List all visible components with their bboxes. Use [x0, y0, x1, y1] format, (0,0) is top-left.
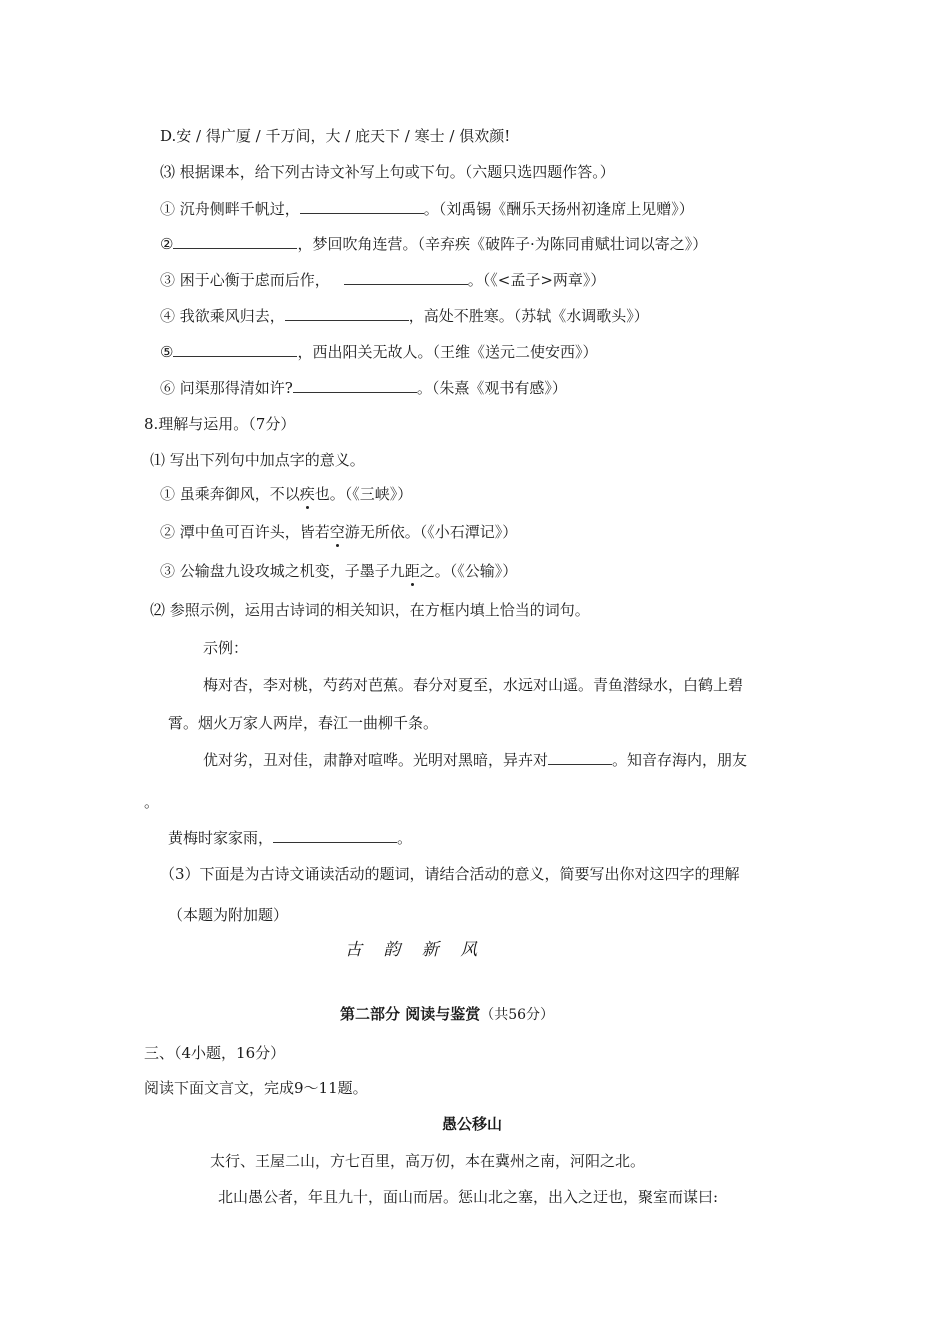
answer-blank-3[interactable]: [344, 270, 468, 285]
answer-blank-4[interactable]: [285, 306, 409, 321]
answer-blank-1[interactable]: [300, 199, 424, 214]
word-item-1-suffix: 也。（《三峡》）: [314, 485, 413, 503]
fill-blank-2[interactable]: [273, 828, 397, 843]
motto: 古 韵 新 风: [345, 940, 486, 960]
option-d: D.安 / 得广厦 / 千万间，大 / 庇天下 / 寒士 / 俱欢颜!: [160, 127, 511, 145]
word-item-1-prefix: ① 虽乘奔御风，不以: [160, 485, 300, 503]
fill-line-1-suffix: 。知音存海内，朋友: [612, 751, 748, 769]
poem-line-5: [160, 342, 597, 362]
part-two-heading: [340, 1004, 554, 1025]
part-two-title: 第二部分 阅读与鉴赏: [340, 1005, 481, 1023]
poem-line-5-prefix: ⑤: [160, 343, 174, 361]
question-8-3: （3）下面是为古诗文诵读活动的题词，请结合活动的意义，简要写出你对这四字的理解: [160, 865, 740, 883]
fill-line-2: 。: [144, 793, 160, 811]
word-item-2: [160, 522, 517, 542]
fill-line-1: [203, 750, 747, 770]
poem-line-1: [160, 199, 694, 219]
poem-line-1-prefix: ① 沉舟侧畔千帆过，: [160, 200, 300, 218]
question-8-1: ⑴ 写出下列句中加点字的意义。: [150, 451, 365, 469]
question-8-2: ⑵ 参照示例，运用古诗词的相关知识，在方框内填上恰当的词句。: [150, 601, 590, 619]
poem-line-4: [160, 306, 649, 326]
answer-blank-6[interactable]: [293, 378, 417, 393]
example-line-1: 梅对杏，李对桃，芍药对芭蕉。春分对夏至，水远对山遥。青鱼潜绿水，白鹤上碧: [203, 676, 744, 694]
word-item-3-prefix: ③ 公输盘九设攻城之机变，子墨子九: [160, 562, 405, 580]
example-label: 示例：: [203, 639, 249, 657]
passage-line-1: 太行、王屋二山，方七百里，高万仞，本在冀州之南，河阳之北。: [210, 1152, 646, 1170]
dotted-char-2: 空: [329, 523, 345, 541]
part-two-score: （共56分）: [480, 1007, 555, 1023]
question-3-intro: ⑶ 根据课本，给下列古诗文补写上句或下句。（六题只选四题作答。）: [160, 163, 615, 181]
poem-line-3-prefix: ③ 困于心衡于虑而后作，: [160, 271, 330, 289]
dotted-char-3: 距: [404, 562, 420, 580]
poem-line-1-suffix: 。（刘禹锡《酬乐天扬州初逢席上见赠》）: [423, 200, 694, 218]
word-item-2-suffix: 游无所依。（《小石潭记》）: [344, 523, 518, 541]
fill-line-1-prefix: 优对劣，丑对佳，肃静对喧哗。光明对黑暗，异卉对: [203, 751, 549, 769]
answer-blank-5[interactable]: [173, 342, 297, 357]
poem-line-6-suffix: 。（朱熹《观书有感》）: [416, 379, 567, 397]
answer-blank-2[interactable]: [173, 234, 297, 249]
passage-line-2: 北山愚公者，年且九十，面山而居。惩山北之塞，出入之迂也，聚室而谋曰:: [218, 1188, 719, 1206]
section-three-title: 三、（4小题，16分）: [144, 1044, 286, 1062]
poem-line-2: [160, 234, 707, 254]
fill-line-3: [168, 828, 412, 848]
poem-line-6: [160, 378, 567, 398]
word-item-2-prefix: ② 潭中鱼可百许头，皆若: [160, 523, 330, 541]
fill-line-3-suffix: 。: [397, 829, 413, 847]
poem-line-4-suffix: ，高处不胜寒。（苏轼《水调歌头》）: [408, 307, 649, 325]
poem-line-5-suffix: ，西出阳关无故人。（王维《送元二使安西》）: [297, 343, 598, 361]
word-item-3: [160, 561, 517, 581]
poem-line-3-suffix: 。（《<孟子>两章》）: [467, 271, 606, 289]
word-item-1: [160, 484, 412, 504]
section-three-intro: 阅读下面文言文，完成9～11题。: [144, 1079, 368, 1097]
poem-line-2-prefix: ②: [160, 235, 174, 253]
fill-line-3-prefix: 黄梅时家家雨，: [168, 829, 274, 847]
poem-line-3: [160, 270, 605, 290]
example-line-2: 霄。烟火万家人两岸，春江一曲柳千条。: [168, 714, 439, 732]
poem-line-4-prefix: ④ 我欲乘风归去，: [160, 307, 285, 325]
dotted-char-1: 疾: [299, 485, 315, 503]
question-8-title: 8.理解与运用。（7分）: [144, 415, 296, 433]
question-8-3-note: （本题为附加题）: [168, 906, 289, 924]
fill-blank-1[interactable]: [548, 750, 612, 765]
word-item-3-suffix: 之。（《公输》）: [419, 562, 518, 580]
poem-line-6-prefix: ⑥ 问渠那得清如许?: [160, 379, 293, 397]
poem-line-2-suffix: ，梦回吹角连营。（辛弃疾《破阵子·为陈同甫赋壮词以寄之》）: [297, 235, 708, 253]
passage-title: 愚公移山: [442, 1115, 503, 1133]
